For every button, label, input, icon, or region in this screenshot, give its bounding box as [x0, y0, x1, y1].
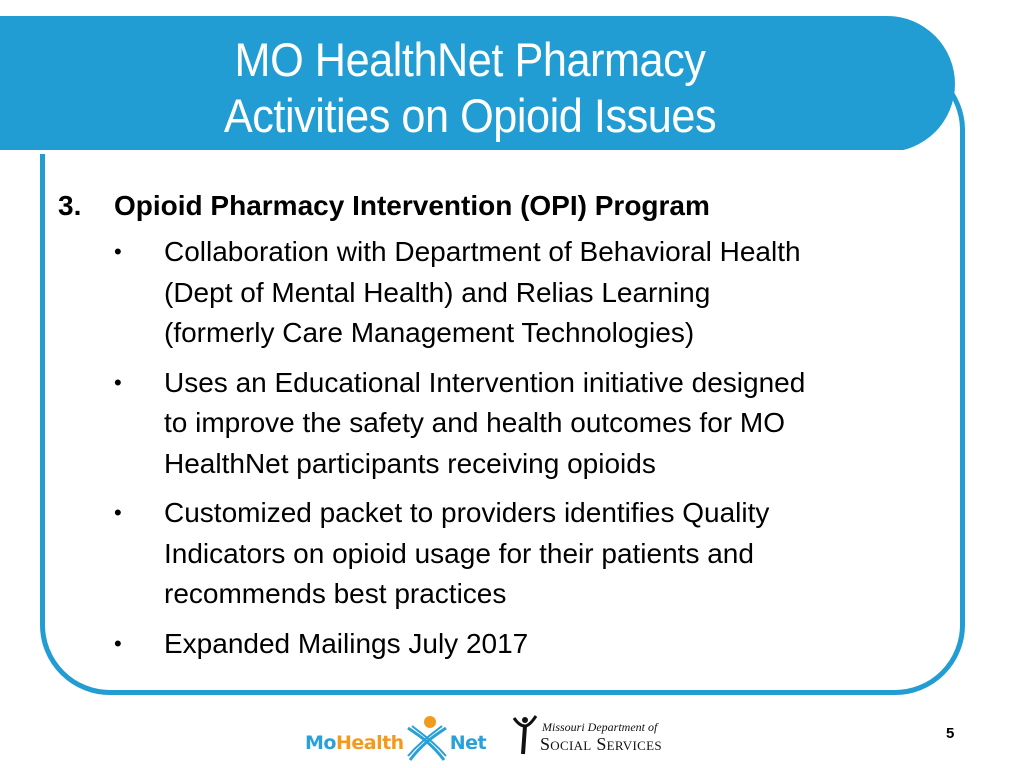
- dss-logo-line2: Social Services: [540, 734, 662, 754]
- bullet-item: [58, 493, 958, 615]
- bullet-item: [58, 363, 958, 485]
- bullet-line: HealthNet participants receiving opioids: [164, 447, 656, 479]
- person-figure-icon: [406, 714, 448, 762]
- bullet-icon: •: [114, 500, 122, 525]
- section-heading-text: Opioid Pharmacy Intervention (OPI) Program: [114, 190, 710, 221]
- bullet-text: [164, 363, 954, 485]
- bullet-text: [164, 624, 954, 665]
- bullet-text: [164, 493, 954, 615]
- bullet-line: Expanded Mailings July 2017: [164, 627, 529, 659]
- mohealthnet-logo: [305, 712, 500, 762]
- title-line-1: MO HealthNet Pharmacy: [234, 33, 706, 86]
- bullet-line: Indicators on opioid usage for their patients and: [164, 537, 754, 569]
- bullet-item: [58, 624, 958, 665]
- bullet-line: Uses an Educational Intervention initiative designed: [164, 366, 806, 398]
- logo-text-health: Health: [335, 732, 404, 754]
- title-line-2: Activities on Opioid Issues: [223, 89, 717, 142]
- section-number: 3.: [58, 190, 82, 221]
- title-underline: [0, 150, 904, 154]
- bullet-line: Collaboration with Department of Behavioral Health: [164, 236, 801, 267]
- bullet-line: (formerly Care Management Technologies): [164, 317, 695, 348]
- bullet-line: recommends best practices: [164, 578, 507, 609]
- dss-logo: [512, 714, 682, 758]
- bullet-list: [58, 232, 958, 664]
- bullet-line: Customized packet to providers identifies Quality: [164, 497, 770, 528]
- logo-text-net: Net: [449, 732, 487, 754]
- bullet-text: [164, 232, 954, 354]
- slide-title: [38, 32, 903, 144]
- bullet-icon: •: [114, 239, 122, 264]
- bullet-item: [58, 232, 958, 354]
- slide-content: [58, 186, 958, 673]
- page-number: 5: [946, 725, 955, 742]
- logo-text-mo: Mo: [305, 732, 336, 754]
- dss-logo-line1: Missouri Department of: [542, 720, 658, 734]
- title-bar: [0, 16, 955, 152]
- bullet-icon: •: [114, 369, 122, 395]
- person-figure-icon: [512, 714, 540, 756]
- bullet-icon: •: [114, 630, 122, 656]
- section-heading: [58, 186, 958, 226]
- bullet-line: (Dept of Mental Health) and Relias Learning: [164, 276, 711, 308]
- bullet-line: to improve the safety and health outcomes for MO: [164, 407, 785, 438]
